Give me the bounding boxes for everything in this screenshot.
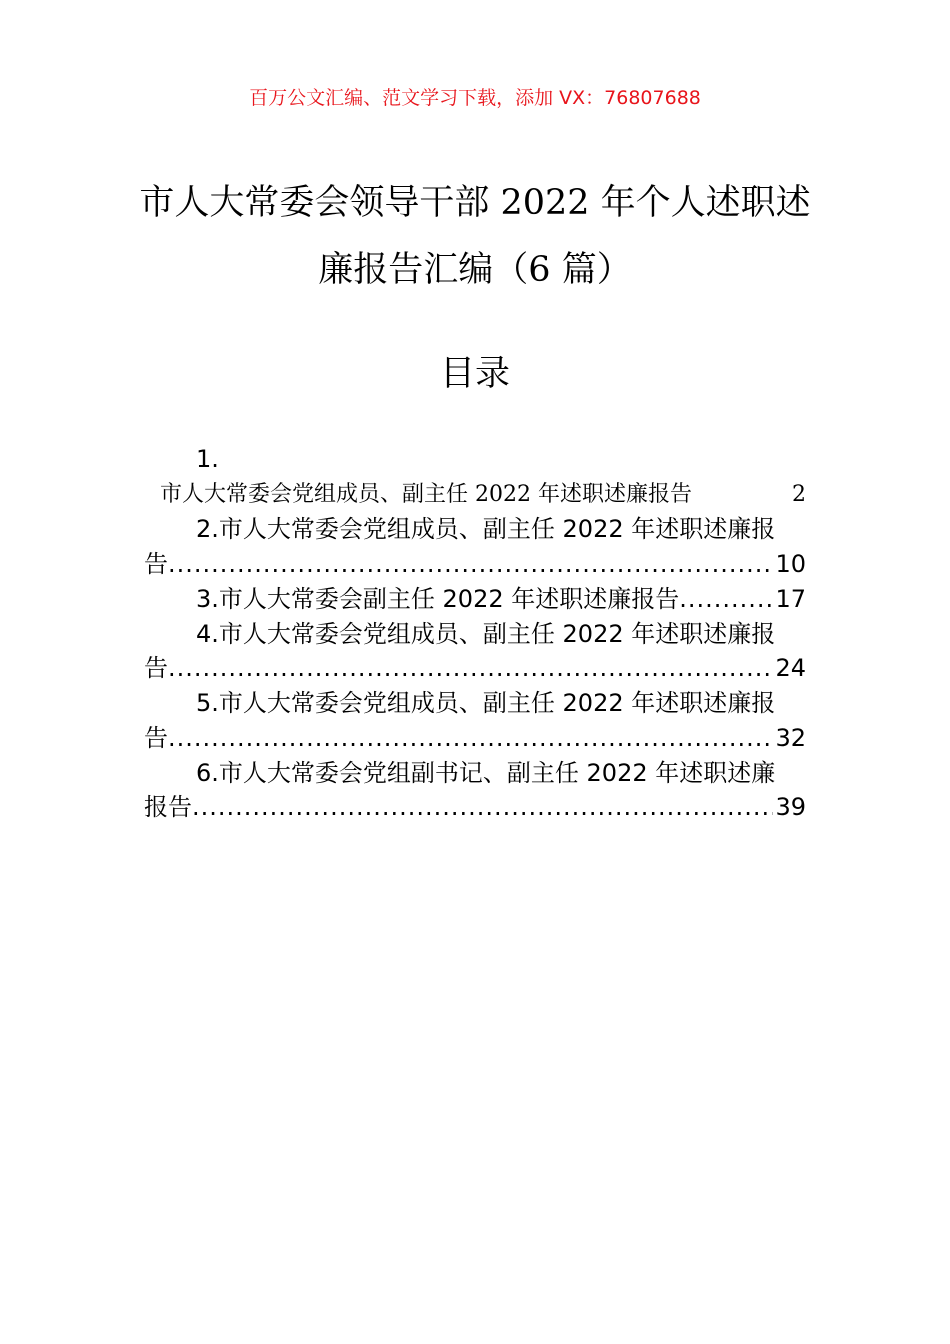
toc-entry-6-leader[interactable] — [144, 790, 806, 824]
toc-entry-5[interactable]: 5.市人大常委会党组成员、副主任 2022 年述职述廉报 — [196, 689, 776, 717]
toc-entry-4-rest: 告 — [144, 654, 168, 682]
toc-dot-leader — [679, 582, 773, 616]
header-note: 百万公文汇编、范文学习下载，添加 VX：76807688 — [249, 87, 701, 109]
document-title-line-1: 市人大常委会领导干部 2022 年个人述职述 — [139, 183, 811, 223]
toc-entry-3-text: 3.市人大常委会副主任 2022 年述职述廉报告 — [196, 585, 680, 613]
toc-entry-3[interactable] — [196, 582, 806, 616]
toc-entry-4-leader[interactable] — [144, 651, 806, 685]
toc-heading: 目录 — [439, 354, 510, 394]
toc-entry-5-page: 32 — [775, 724, 806, 752]
toc-entry-5-rest: 告 — [144, 724, 168, 752]
toc-entry-5-leader[interactable] — [144, 721, 806, 755]
toc-entry-6-page: 39 — [775, 793, 806, 821]
toc-entry-6-rest: 报告 — [144, 793, 192, 821]
toc-dot-leader — [168, 547, 773, 581]
toc-entry-2[interactable]: 2.市人大常委会党组成员、副主任 2022 年述职述廉报 — [196, 515, 776, 543]
document-title-line-2: 廉报告汇编（6 篇） — [318, 250, 632, 290]
toc-dot-leader — [192, 790, 773, 824]
toc-entry-1-text: 市人大常委会党组成员、副主任 2022 年述职述廉报告 — [160, 482, 692, 507]
toc-entry-2-rest: 告 — [144, 550, 168, 578]
toc-entry-4[interactable]: 4.市人大常委会党组成员、副主任 2022 年述职述廉报 — [196, 620, 776, 648]
toc-entry-1[interactable] — [160, 478, 806, 512]
toc-entry-4-page: 24 — [775, 654, 806, 682]
toc-entry-2-page: 10 — [775, 550, 806, 578]
toc-dot-leader — [168, 651, 773, 685]
toc-dot-leader — [168, 721, 773, 755]
toc-entry-1-number[interactable]: 1. — [196, 445, 219, 473]
toc-entry-2-leader[interactable] — [144, 547, 806, 581]
toc-entry-1-page: 2 — [792, 482, 806, 507]
toc-entry-6[interactable]: 6.市人大常委会党组副书记、副主任 2022 年述职述廉 — [196, 759, 776, 787]
toc-entry-3-page: 17 — [775, 585, 806, 613]
